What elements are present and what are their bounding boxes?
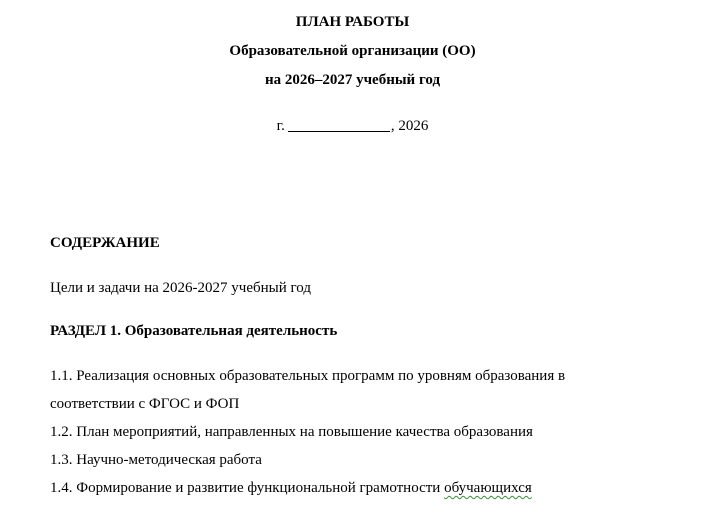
contents-item-1-2: 1.2. План мероприятий, направленных на повышение качества образования [50,424,533,440]
document-subtitle: Образовательной организации (ОО) [229,43,476,59]
contents-item-1-4 [50,480,532,497]
city-date-line [0,116,705,135]
spellcheck-flagged-word[interactable]: обучающихся [444,480,532,496]
academic-year-line: на 2026–2027 учебный год [264,72,441,88]
contents-item-1-3: 1.3. Научно-методическая работа [50,452,262,468]
contents-item-1-1-line1: 1.1. Реализация основных образовательных программ по уровням образования в [50,368,566,384]
contents-item-1-4-text: 1.4. Формирование и развитие функциональной грамотности [50,480,445,496]
city-prefix: г. [276,118,285,134]
city-blank-field [288,116,390,132]
city-date-suffix: , 2026 [390,118,429,134]
contents-section-1-heading: РАЗДЕЛ 1. Образовательная деятельность [50,323,338,339]
contents-goals-entry: Цели и задачи на 2026-2027 учебный год [50,280,311,296]
document-title: ПЛАН РАБОТЫ [295,14,410,30]
contents-heading: СОДЕРЖАНИЕ [50,235,160,251]
contents-item-1-1-line2: соответствии с ФГОС и ФОП [50,396,240,412]
